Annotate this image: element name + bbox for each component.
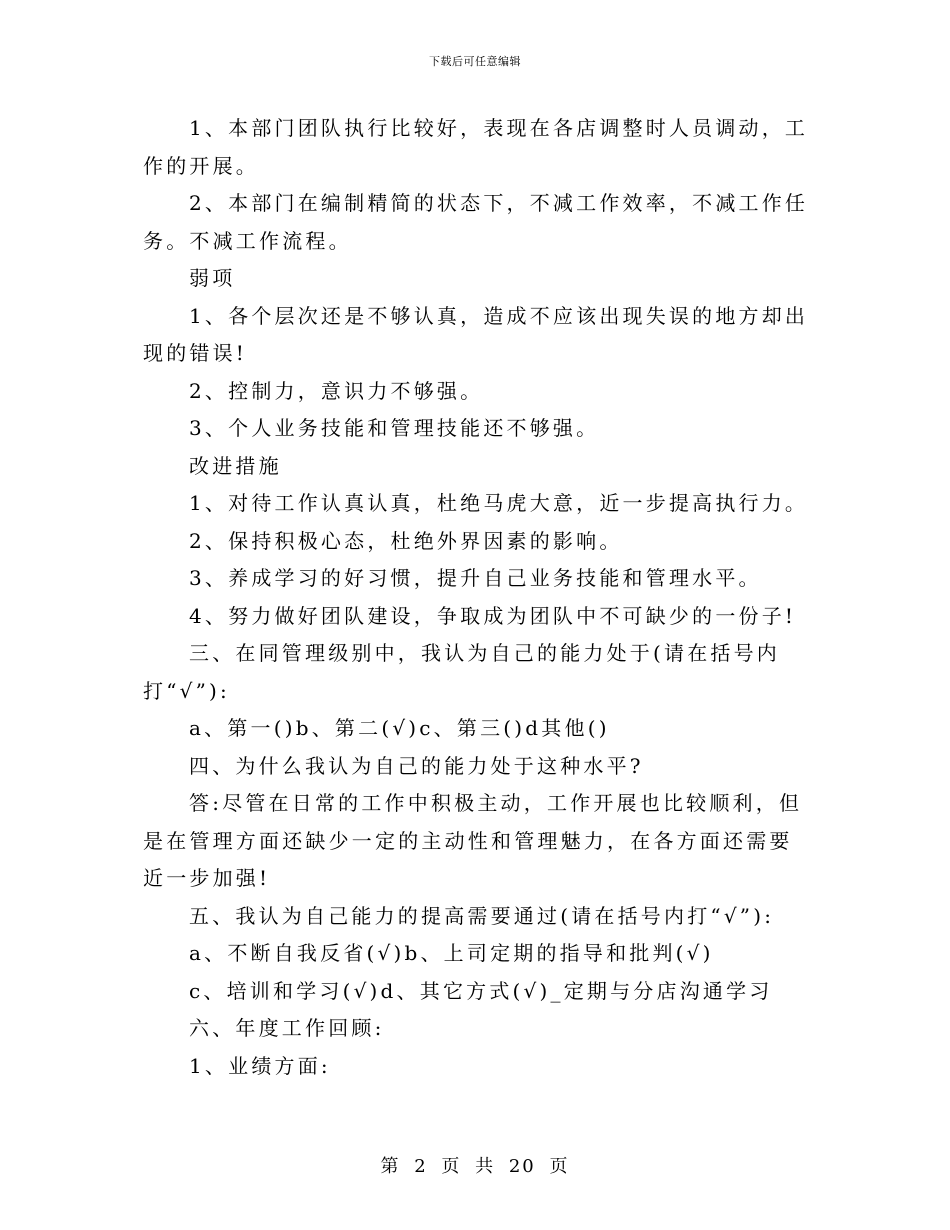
paragraph: 1、本部门团队执行比较好，表现在各店调整时人员调动，工作的开展。 [143,116,809,178]
page-number-footer: 第 2 页 共 20 页 [380,1156,570,1177]
question-heading: 四、为什么我认为自己的能力处于这种水平? [189,753,644,778]
question-heading: 五、我认为自己能力的提高需要通过(请在括号内打“√”): [189,903,775,928]
answer-options: c、培训和学习(√)d、其它方式(√)_定期与分店沟通学习 [189,978,773,1003]
paragraph: 1、各个层次还是不够认真，造成不应该出现失误的地方却出现的错误! [143,303,809,365]
paragraph: 2、保持积极心态，杜绝外界因素的影响。 [189,528,623,553]
section-heading: 弱项 [189,266,236,290]
page-header: 下载后可任意编辑 [429,55,521,68]
paragraph: 2、本部门在编制精简的状态下，不减工作效率，不减工作任务。不减工作流程。 [143,191,809,253]
question-heading: 三、在同管理级别中，我认为自己的能力处于(请在括号内打“√”): [143,641,781,703]
answer-options: a、第一()b、第二(√)c、第三()d其他() [189,716,610,740]
paragraph: 3、个人业务技能和管理技能还不够强。 [189,416,600,440]
question-heading: 六、年度工作回顾: [189,1016,385,1040]
paragraph: 2、控制力，意识力不够强。 [189,378,484,403]
paragraph: 1、对待工作认真认真，杜绝马虎大意，近一步提高执行力。 [189,491,809,515]
paragraph: 4、努力做好团队建设，争取成为团队中不可缺少的一份子! [189,603,797,628]
paragraph: 3、养成学习的好习惯，提升自己业务技能和管理水平。 [189,566,762,590]
document-body [143,110,813,1085]
answer-options: a、不断自我反省(√)b、上司定期的指导和批判(√) [189,941,714,965]
paragraph: 1、业绩方面: [189,1053,331,1078]
answer-paragraph: 答:尽管在日常的工作中积极主动，工作开展也比较顺利，但是在管理方面还缺少一定的主动性和管理魅力，在各方面还需要近一步加强! [143,791,803,890]
section-heading: 改进措施 [189,453,282,478]
